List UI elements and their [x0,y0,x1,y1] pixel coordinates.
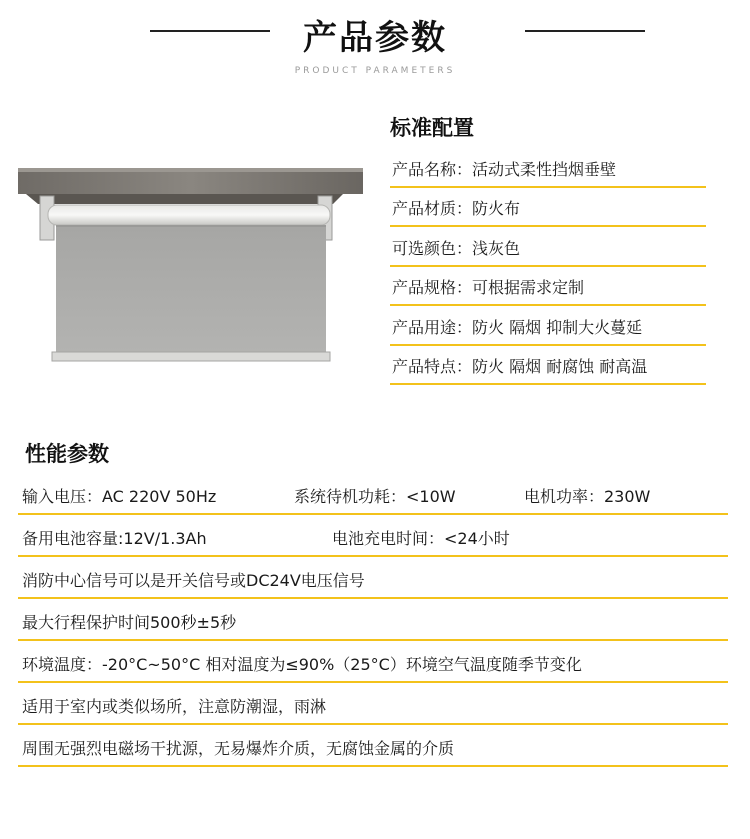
spec-product-name: 产品名称：活动式柔性挡烟垂壁 [392,159,617,179]
list-item [18,604,728,641]
spec-features: 产品特点：防火 隔烟 耐腐蚀 耐高温 [392,357,648,376]
list-item [390,306,706,346]
list-item [390,188,706,228]
perf-travel-protection: 最大行程保护时间500秒±5秒 [22,613,237,632]
list-item [390,227,706,267]
perf-battery-capacity: 备用电池容量:12V/1.3Ah [22,529,207,548]
perf-input-voltage: 输入电压：AC 220V 50Hz [22,487,217,506]
performance-list [18,478,728,772]
perf-usage-note: 适用于室内或类似场所，注意防潮湿，雨淋 [22,697,327,716]
perf-interference-note: 周围无强烈电磁场干扰源，无易爆炸介质，无腐蚀金属的介质 [22,739,455,758]
perf-motor-power: 电机功率：230W [524,487,651,506]
page-subtitle: PRODUCT PARAMETERS [294,66,456,76]
list-item [390,148,706,188]
page-title: 产品参数 [303,18,447,58]
spec-color: 可选颜色：浅灰色 [392,238,521,258]
perf-standby-power: 系统待机功耗：<10W [294,487,456,506]
list-item [18,730,728,767]
perf-charge-time: 电池充电时间：<24小时 [332,529,510,548]
housing-top [18,170,363,194]
list-item [18,646,728,683]
list-item [18,688,728,725]
list-item [390,346,706,386]
list-item [18,520,728,557]
spec-usage: 产品用途：防火 隔烟 抑制大火蔓延 [392,317,643,337]
performance-heading: 性能参数 [25,442,109,466]
list-item [18,478,728,515]
bottom-bar [52,352,330,361]
spec-material: 产品材质：防火布 [392,199,521,218]
standard-config-heading: 标准配置 [390,116,474,140]
roller [48,205,330,225]
product-image [18,160,363,380]
list-item [18,562,728,599]
standard-config-list [390,148,706,385]
perf-environment: 环境温度：-20°C~50°C 相对温度为≤90%（25°C）环境空气温度随季节变化 [22,655,582,674]
list-item [390,267,706,307]
header-divider-right [525,30,645,32]
spec-size: 产品规格：可根据需求定制 [392,278,585,297]
perf-signal: 消防中心信号可以是开关信号或DC24V电压信号 [22,571,365,590]
page-header [0,0,750,90]
curtain-cloth [56,225,326,353]
